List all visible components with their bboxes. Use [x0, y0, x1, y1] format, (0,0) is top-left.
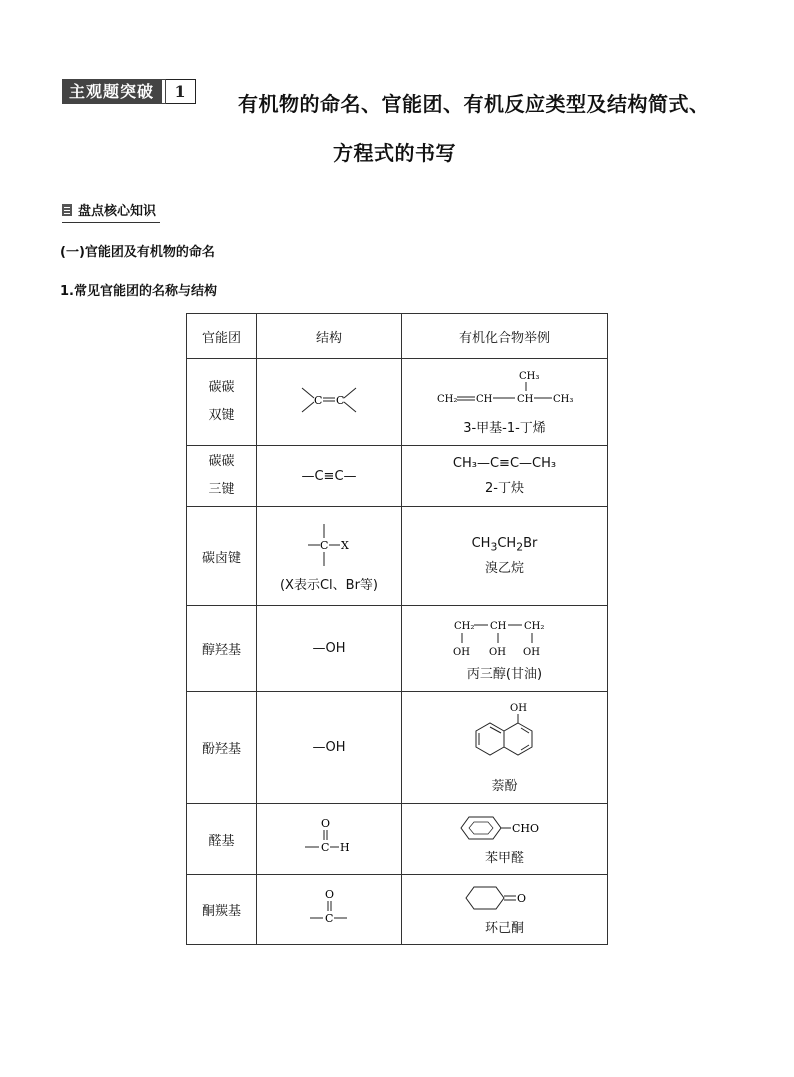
document-icon — [62, 204, 72, 216]
structure-note: (X表示Cl、Br等) — [279, 577, 378, 593]
group-name: 双键 — [208, 408, 235, 423]
group-name-cell — [187, 692, 257, 804]
alkene-structure — [294, 378, 364, 422]
section-heading-text: 盘点核心知识 — [78, 204, 157, 219]
structure-cell — [257, 875, 402, 945]
structure-text: —OH — [312, 740, 346, 755]
svg-text:C: C — [325, 911, 334, 925]
example-cell — [402, 692, 608, 804]
cyclohexanone-structure — [460, 883, 550, 913]
svg-text:X: X — [341, 538, 349, 552]
example-cell — [402, 606, 608, 692]
structure-cell — [257, 446, 402, 507]
example-name: 3-甲基-1-丁烯 — [463, 420, 546, 436]
structure-cell — [257, 692, 402, 804]
group-name-cell — [187, 875, 257, 945]
example-name: 溴乙烷 — [484, 561, 524, 577]
group-name-cell — [187, 804, 257, 875]
structure-cell — [257, 359, 402, 446]
structure-cell — [257, 606, 402, 692]
svg-text:O: O — [325, 887, 335, 901]
naphthol-structure — [460, 701, 550, 771]
example-formula: CH₃—C≡C—CH₃ — [452, 456, 557, 471]
svg-text:CH: CH — [489, 621, 506, 632]
group-name: 三键 — [208, 482, 235, 497]
badge-label: 主观题突破 — [63, 80, 165, 103]
example-structure — [435, 369, 575, 413]
example-cell — [402, 804, 608, 875]
table-header-row — [187, 314, 608, 359]
table-row — [187, 804, 608, 875]
group-name: 碳卤键 — [201, 550, 241, 566]
table-row — [187, 507, 608, 606]
group-name-cell — [187, 507, 257, 606]
functional-group-table — [186, 313, 608, 945]
example-name: 2-丁炔 — [485, 481, 524, 496]
example-name: 苯甲醛 — [484, 850, 524, 866]
table-row — [187, 692, 608, 804]
header-cell: 官能团 — [187, 314, 257, 359]
group-name: 酮羰基 — [201, 904, 241, 919]
group-name: 碳碳 — [208, 454, 235, 469]
example-name: 萘酚 — [491, 779, 518, 794]
svg-text:CH₃: CH₃ — [552, 393, 573, 405]
group-name-cell — [187, 446, 257, 507]
subheading-naming: (一)官能团及有机物的命名 — [60, 245, 215, 260]
example-cell — [402, 446, 608, 507]
group-name: 酚羟基 — [201, 742, 241, 757]
svg-text:O: O — [516, 892, 526, 905]
svg-text:O: O — [321, 817, 331, 830]
svg-text:C: C — [321, 841, 330, 854]
svg-text:CH: CH — [475, 393, 492, 405]
svg-text:CH: CH — [516, 393, 533, 405]
haloalkane-structure — [294, 520, 364, 570]
svg-text:OH: OH — [522, 647, 540, 658]
example-cell — [402, 507, 608, 606]
svg-text:CH₂: CH₂ — [436, 393, 457, 405]
svg-text:OH: OH — [488, 647, 506, 658]
header-cell: 结构 — [257, 314, 402, 359]
svg-text:CHO: CHO — [511, 821, 539, 835]
svg-text:OH: OH — [509, 703, 527, 714]
page-title-line2: 方程式的书写 — [333, 141, 456, 165]
group-name-cell — [187, 359, 257, 446]
page-title-line1: 有机物的命名、官能团、有机反应类型及结构简式、 — [238, 92, 710, 116]
structure-cell — [257, 804, 402, 875]
svg-text:C: C — [314, 394, 323, 407]
structure-text: —C≡C— — [301, 468, 357, 484]
structure-text: —OH — [312, 641, 346, 656]
table-row — [187, 875, 608, 945]
header-cell: 有机化合物举例 — [402, 314, 608, 359]
svg-text:CH₃: CH₃ — [518, 370, 539, 382]
aldehyde-structure — [299, 815, 359, 859]
table-row — [187, 359, 608, 446]
svg-text:OH: OH — [452, 647, 470, 658]
svg-text:CH₂: CH₂ — [523, 621, 544, 632]
section-badge — [62, 79, 196, 104]
ketone-structure — [304, 886, 354, 930]
glycerol-structure — [450, 615, 560, 659]
example-name: 环己酮 — [484, 921, 524, 936]
example-name: 丙三醇(甘油) — [466, 667, 543, 682]
badge-number: 1 — [174, 82, 186, 101]
group-name: 碳碳 — [208, 380, 235, 395]
svg-text:C: C — [336, 394, 345, 407]
example-cell — [402, 875, 608, 945]
svg-text:H: H — [340, 841, 350, 854]
group-name: 醇羟基 — [201, 643, 241, 658]
subheading-functional-groups: 1.常见官能团的名称与结构 — [60, 284, 217, 299]
benzaldehyde-structure — [455, 813, 555, 843]
table-row — [187, 606, 608, 692]
group-name: 醛基 — [208, 833, 235, 849]
example-formula: $CH_3CH_2Br$ — [471, 535, 538, 554]
group-name-cell — [187, 606, 257, 692]
svg-text:CH₂: CH₂ — [453, 621, 474, 632]
section-heading — [62, 200, 160, 223]
table-row — [187, 446, 608, 507]
structure-cell — [257, 507, 402, 606]
example-cell — [402, 359, 608, 446]
svg-text:C: C — [320, 538, 329, 552]
